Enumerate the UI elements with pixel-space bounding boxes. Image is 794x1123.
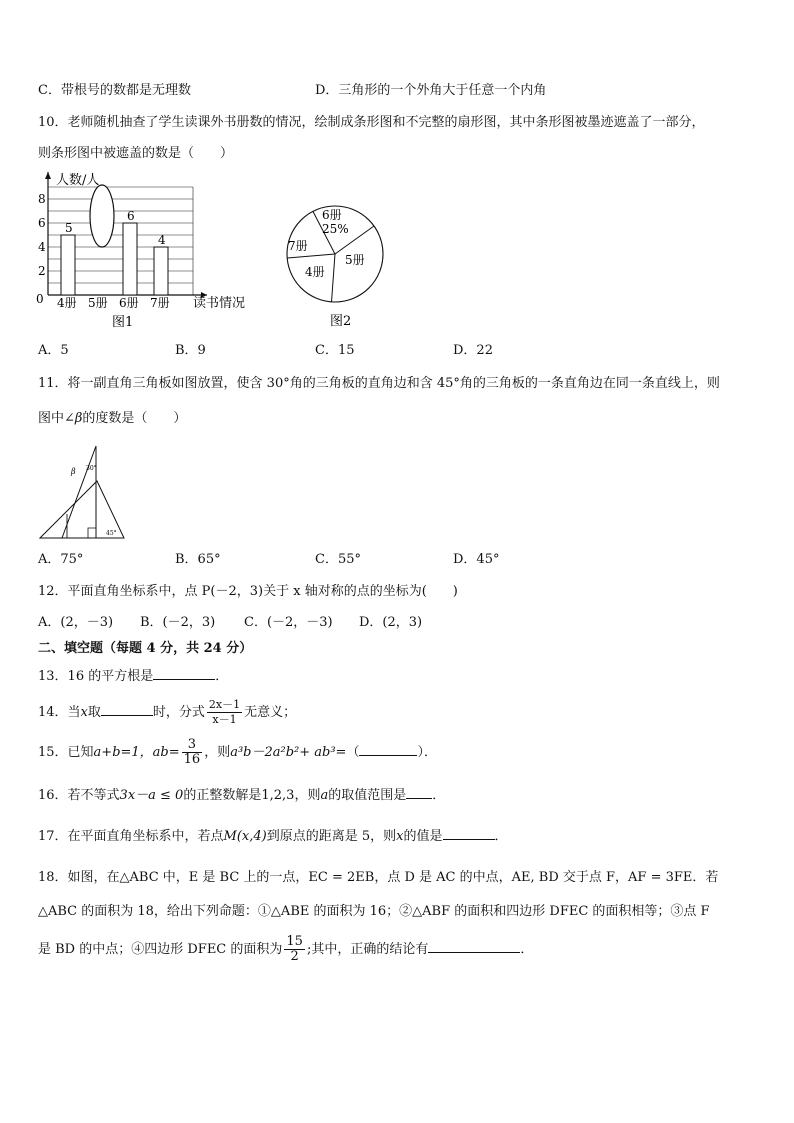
angle-45-label: 45° (106, 530, 117, 537)
chart-y-label: 人数/人 (56, 173, 100, 188)
y-tick-label: 2 (38, 264, 46, 278)
q12-option-a: A．(2，－3) (38, 615, 114, 630)
pie-label-6: 6册 (322, 208, 342, 222)
pie-label-7: 7册 (288, 239, 308, 253)
q10-pie-chart (278, 196, 393, 331)
q10-option-c: C．15 (315, 343, 355, 358)
y-tick-label: 0 (36, 292, 44, 306)
q11-option-b: B．65° (175, 552, 221, 567)
q10-bar-chart (30, 168, 270, 338)
section-heading-fill-in: 二、填空题（每题 4 分，共 24 分） (38, 641, 253, 656)
q14: 14．当x取 时，分式 $\frac{2x-1}{x-1}$ 无意义； (38, 698, 297, 726)
bar (123, 223, 137, 295)
q17: 17．在平面直角坐标系中，若点M(x,4)到原点的距离是 5，则x的值是 ． (38, 826, 508, 846)
q18-line1: 18．如图，在△ABC 中，E 是 BC 上的一点，EC = 2EB，点 D 是 AC 的中点，AE, BD 交于点 F，AF = 3FE．若 (38, 870, 719, 885)
fraction: $\frac{3}{16}$ (183, 737, 201, 767)
q11-triangle-figure (36, 440, 132, 545)
y-tick-label: 8 (38, 192, 46, 206)
bar-data-label: 4 (158, 233, 166, 247)
q12-stem: 12．平面直角坐标系中，点 P(－2，3)关于 x 轴对称的点的坐标为( ) (38, 584, 458, 599)
x-category-label: 4册 (57, 296, 77, 310)
bar (61, 235, 75, 295)
q10-option-d: D．22 (453, 343, 493, 358)
fraction: $\frac{15}{2}$ (286, 934, 303, 964)
answer-blank (359, 742, 417, 756)
q11-stem-line2: 图中∠β的度数是（ ） (38, 411, 187, 426)
q11-stem-line1: 11．将一副直角三角板如图放置，使含 30°角的三角板的直角边和含 45°角的三角板的一条直角边在同一条直线上，则 (38, 376, 720, 391)
pie-label-4: 4册 (305, 265, 325, 279)
q16: 16．若不等式3x－a ≤ 0的正整数解是1,2,3，则a的取值范围是 ． (38, 785, 445, 805)
answer-blank (153, 666, 215, 680)
q15: 15．已知a+b=1，ab= $\frac{3}{16}$ ，则a³b－2a²b²+ ab³=（ ）． (38, 737, 437, 767)
y-axis-arrow (45, 172, 51, 179)
answer-blank (428, 939, 520, 953)
q10-stem-line1: 10．老师随机抽查了学生读课外书册数的情况，绘制成条形图和不完整的扇形图，其中条形图被墨迹遮盖了一部分， (38, 115, 705, 130)
q11-option-c: C．55° (315, 552, 361, 567)
q11-option-a: A．75° (38, 552, 84, 567)
angle-30-label: 30° (86, 465, 97, 472)
ink-blot-occlusion (90, 185, 114, 247)
answer-blank (443, 826, 495, 840)
q18-line3: 是 BD 的中点；④四边形 DFEC 的面积为 $\frac{15}{2}$ ;其中，正确的结论有 ． (38, 934, 534, 964)
chart-x-label: 读书情况 (193, 296, 246, 311)
q10-option-a: A．5 (38, 343, 69, 358)
q10-stem-line2: 则条形图中被遮盖的数是（ ） (38, 146, 234, 161)
q9-option-c: C．带根号的数都是无理数 (38, 83, 191, 98)
pie-label-5: 5册 (345, 253, 365, 267)
fraction: $\frac{2x-1}{x-1}$ (208, 698, 241, 726)
q11-option-d: D．45° (453, 552, 500, 567)
answer-blank (406, 785, 432, 799)
x-category-label: 7册 (150, 296, 170, 310)
y-tick-label: 4 (38, 240, 46, 254)
x-category-label: 6册 (119, 296, 139, 310)
q12-option-b: B．(－2，3) (140, 615, 216, 630)
x-category-label: 5册 (88, 296, 108, 310)
q10-option-b: B．9 (175, 343, 206, 358)
q12-option-c: C．(－2，－3) (244, 615, 333, 630)
pie-label-6-percent: 25% (322, 222, 349, 236)
y-tick-label: 6 (38, 216, 46, 230)
figure2-caption: 图2 (330, 314, 352, 329)
figure1-caption: 图1 (112, 315, 134, 330)
q12-option-d: D．(2，3) (359, 615, 423, 630)
bar (154, 247, 168, 295)
beta-label: β (71, 467, 76, 476)
q13: 13．16 的平方根是 ． (38, 666, 228, 686)
answer-blank (101, 702, 153, 716)
bar-data-label: 6 (127, 209, 135, 223)
q18-line2: △ABC 的面积为 18，给出下列命题：①△ABE 的面积为 16；②△ABF 的面积和四边形 DFEC 的面积相等；③点 F (38, 904, 710, 919)
bar-data-label: 5 (65, 221, 73, 235)
q9-option-d: D．三角形的一个外角大于任意一个内角 (315, 83, 547, 98)
